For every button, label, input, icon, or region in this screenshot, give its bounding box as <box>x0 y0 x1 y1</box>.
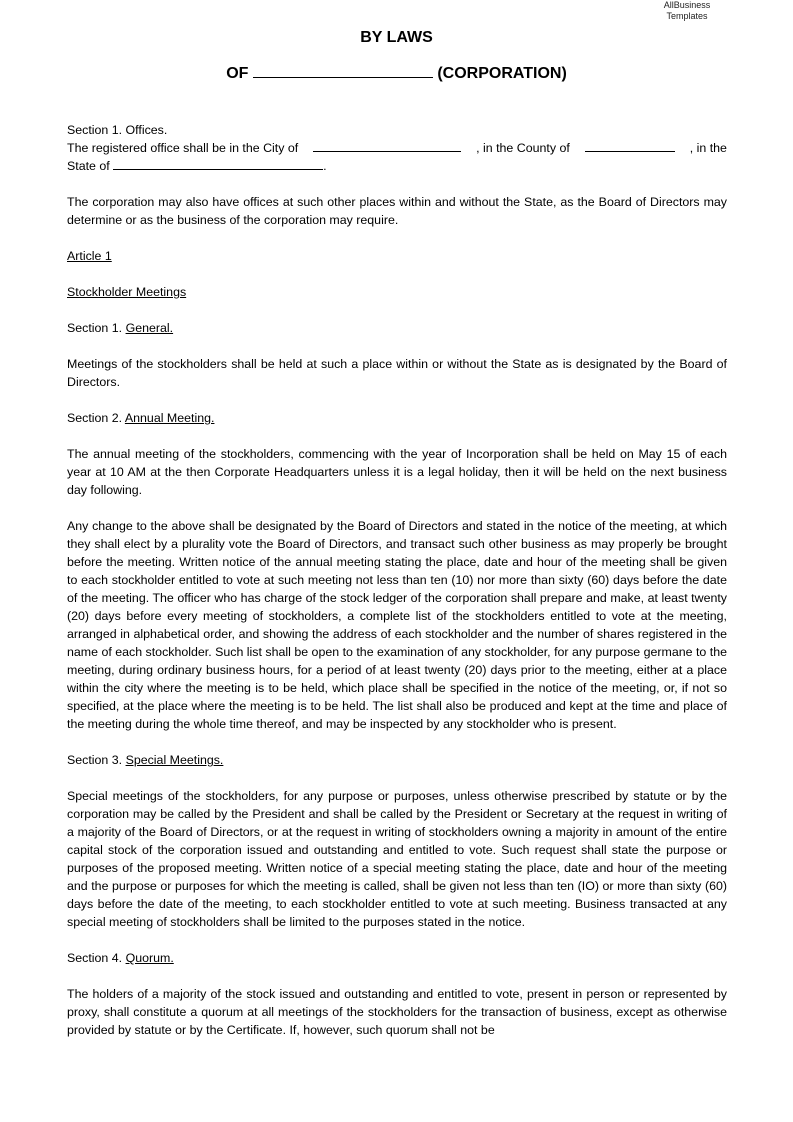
section-special-title: Special Meetings. <box>125 753 224 767</box>
section-quorum-body: The holders of a majority of the stock issued and outstanding and entitled to vote, present in person or represented by proxy, shall constitute a quorum at all meetings of the stockholders for the transaction of business, except as otherwise provided by statute or by the Certificate. If, however, such quorum shall not be <box>67 987 727 1037</box>
section-general-title: General. <box>125 321 174 335</box>
section-quorum-prefix: Section 4. <box>67 951 123 965</box>
section-general-prefix: Section 1. <box>67 321 123 335</box>
doc-subtitle <box>0 65 793 83</box>
offices-text-city: The registered office shall be in the City of <box>67 141 299 155</box>
offices-text-period: . <box>323 159 327 173</box>
article-label: Article 1 <box>67 249 112 263</box>
section-annual-title: Annual Meeting. <box>124 411 215 425</box>
document-body <box>67 121 727 1057</box>
offices-heading: Section 1. Offices. <box>67 123 168 137</box>
brand-line-2: Templates <box>666 11 708 21</box>
section-quorum-title: Quorum. <box>125 951 174 965</box>
offices-text-county: , in the County of <box>476 141 570 155</box>
article-title <box>67 283 727 301</box>
section-quorum-heading <box>67 949 727 967</box>
offices-line-1 <box>67 139 727 157</box>
section-general-heading <box>67 319 727 337</box>
offices-paragraph-2: The corporation may also have offices at such other places within and without the State, as the Board of Directors may determine or as the business of the corporation may require. <box>67 195 727 227</box>
section-special-prefix: Section 3. <box>67 753 123 767</box>
subtitle-corp: (CORPORATION) <box>437 65 567 82</box>
offices-text-state: State of <box>67 159 110 173</box>
state-blank[interactable] <box>113 169 323 170</box>
offices-text-inthe: , in the <box>689 141 727 155</box>
offices-line-2 <box>67 157 727 175</box>
corporation-name-blank[interactable] <box>253 77 433 78</box>
county-blank[interactable] <box>585 151 675 152</box>
doc-title: BY LAWS <box>360 29 433 46</box>
section-annual-body-1: The annual meeting of the stockholders, commencing with the year of Incorporation shall be held on May 15 of each year at 10 AM at the then Corporate Headquarters unless it is a legal holiday, then it will be held on the next business day following. <box>67 447 727 497</box>
brand-logo <box>640 0 734 22</box>
subtitle-of: OF <box>226 65 249 82</box>
article-heading <box>67 247 727 265</box>
city-blank[interactable] <box>313 151 461 152</box>
section-annual-body-2: Any change to the above shall be designated by the Board of Directors and stated in the notice of the meeting, at which they shall elect by a plurality vote the Board of Directors, and transact such other business as may properly be brought before the meeting. Written notice of the annual meeting stating the place, date and hour of the meeting shall be given to each stockholder entitled to vote at such meeting not less than ten (10) nor more than sixty (60) days before the date of the meeting. The officer who has charge of the stock ledger of the corporation shall prepare and make, at least twenty (20) days before every meeting of stockholders, a complete list of the stockholders entitled to vote at the meeting, arranged in alphabetical order, and showing the address of each stockholder and the number of shares registered in the name of each stockholder. Such list shall be open to the examination of any stockholder, for any purpose germane to the meeting, during ordinary business hours, for a period of at least twenty (20) days prior to the meeting, either at a place within the city where the meeting is to be held, which place shall be specified in the notice of the meeting, or, if not so specified, at the place where the meeting is to be held. The list shall also be produced and kept at the time and place of the meeting during the whole time thereof, and may be inspected by any stockholder who is present. <box>67 519 727 731</box>
section-annual-heading <box>67 409 727 427</box>
section-general-body: Meetings of the stockholders shall be held at such a place within or without the State as is designated by the Board of Directors. <box>67 357 727 389</box>
section-annual-prefix: Section 2. <box>67 411 123 425</box>
section-special-heading <box>67 751 727 769</box>
article-title-label: Stockholder Meetings <box>67 285 187 299</box>
section-special-body: Special meetings of the stockholders, for any purpose or purposes, unless otherwise prescribed by statute or by the corporation may be called by the President and shall be called by the President or Secretary at the request in writing of a majority of the Board of Directors, or at the request in writing of stockholders owning a majority in amount of the entire capital stock of the corporation issued and outstanding and entitled to vote. Such request shall state the purpose or purposes of the proposed meeting. Written notice of a special meeting stating the place, date and hour of the meeting and the purpose or purposes for which the meeting is called, shall be given not less than ten (IO) or more than sixty (60) days before the date of the meeting, to each stockholder entitled to vote at such meeting. Business transacted at any special meeting of stockholders shall be limited to the purposes stated in the notice. <box>67 789 727 929</box>
brand-line-1: AllBusiness <box>663 0 711 10</box>
